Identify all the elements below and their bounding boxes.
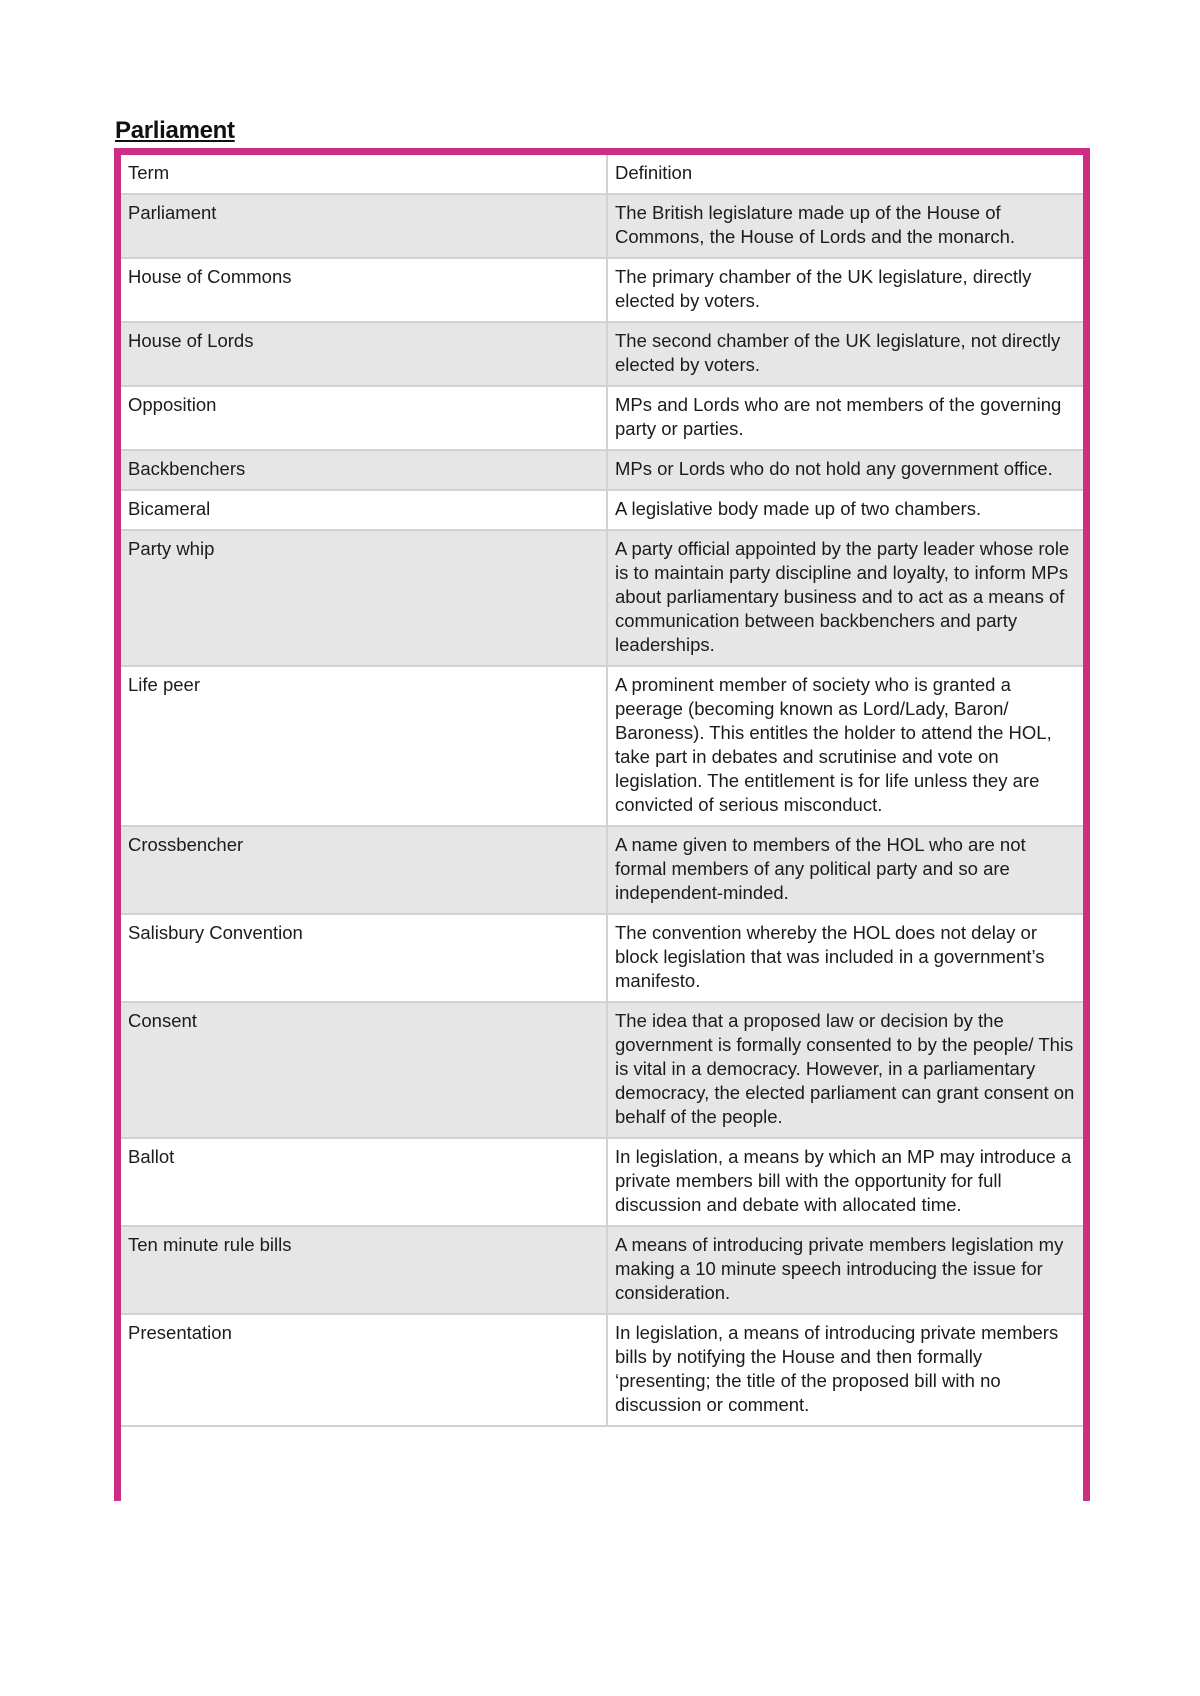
glossary-table (121, 155, 1083, 1427)
column-header-term: Term (121, 155, 607, 194)
table-row (121, 322, 1083, 386)
column-header-definition: Definition (607, 155, 1083, 194)
term-cell: Opposition (121, 386, 607, 450)
table-row (121, 194, 1083, 258)
table-header-row (121, 155, 1083, 194)
definition-cell: A legislative body made up of two chambers. (607, 490, 1083, 530)
table-row (121, 258, 1083, 322)
term-cell: Presentation (121, 1314, 607, 1426)
table-row (121, 450, 1083, 490)
table-row (121, 530, 1083, 666)
term-cell: Bicameral (121, 490, 607, 530)
definition-cell: A party official appointed by the party leader whose role is to maintain party discipline and loyalty, to inform MPs about parliamentary business and to act as a means of communication between backbenchers and party leaderships. (607, 530, 1083, 666)
definition-cell: MPs and Lords who are not members of the governing party or parties. (607, 386, 1083, 450)
definition-cell: The primary chamber of the UK legislature, directly elected by voters. (607, 258, 1083, 322)
term-cell: Consent (121, 1002, 607, 1138)
definition-cell: The British legislature made up of the House of Commons, the House of Lords and the monarch. (607, 194, 1083, 258)
definition-cell: The convention whereby the HOL does not delay or block legislation that was included in a government’s manifesto. (607, 914, 1083, 1002)
term-cell: Ballot (121, 1138, 607, 1226)
term-cell: House of Lords (121, 322, 607, 386)
definition-cell: A means of introducing private members legislation my making a 10 minute speech introducing the issue for consideration. (607, 1226, 1083, 1314)
definition-cell: In legislation, a means of introducing private members bills by notifying the House and then formally ‘presenting; the title of the proposed bill with no discussion or comment. (607, 1314, 1083, 1426)
table-row (121, 1002, 1083, 1138)
table-row (121, 914, 1083, 1002)
table-row (121, 1314, 1083, 1426)
table-row (121, 666, 1083, 826)
term-cell: Salisbury Convention (121, 914, 607, 1002)
term-cell: Crossbencher (121, 826, 607, 914)
table-row (121, 490, 1083, 530)
page-title: Parliament (115, 117, 235, 144)
definition-cell: A name given to members of the HOL who are not formal members of any political party and so are independent-minded. (607, 826, 1083, 914)
table-row (121, 826, 1083, 914)
definition-cell: A prominent member of society who is granted a peerage (becoming known as Lord/Lady, Baron/ Baroness). This entitles the holder to attend the HOL, take part in debates and scrutinise and vote on legislation. The entitlement is for life unless they are convicted of serious misconduct. (607, 666, 1083, 826)
term-cell: Backbenchers (121, 450, 607, 490)
definition-cell: In legislation, a means by which an MP may introduce a private members bill with the opportunity for full discussion and debate with allocated time. (607, 1138, 1083, 1226)
term-cell: Life peer (121, 666, 607, 826)
table-row (121, 386, 1083, 450)
term-cell: Parliament (121, 194, 607, 258)
definition-cell: MPs or Lords who do not hold any government office. (607, 450, 1083, 490)
definition-cell: The idea that a proposed law or decision by the government is formally consented to by the people/ This is vital in a democracy. However, in a parliamentary democracy, the elected parliament can grant consent on behalf of the people. (607, 1002, 1083, 1138)
term-cell: Party whip (121, 530, 607, 666)
definition-cell: The second chamber of the UK legislature, not directly elected by voters. (607, 322, 1083, 386)
term-cell: Ten minute rule bills (121, 1226, 607, 1314)
term-cell: House of Commons (121, 258, 607, 322)
glossary-table-frame (114, 148, 1090, 1501)
table-row (121, 1138, 1083, 1226)
table-row (121, 1226, 1083, 1314)
